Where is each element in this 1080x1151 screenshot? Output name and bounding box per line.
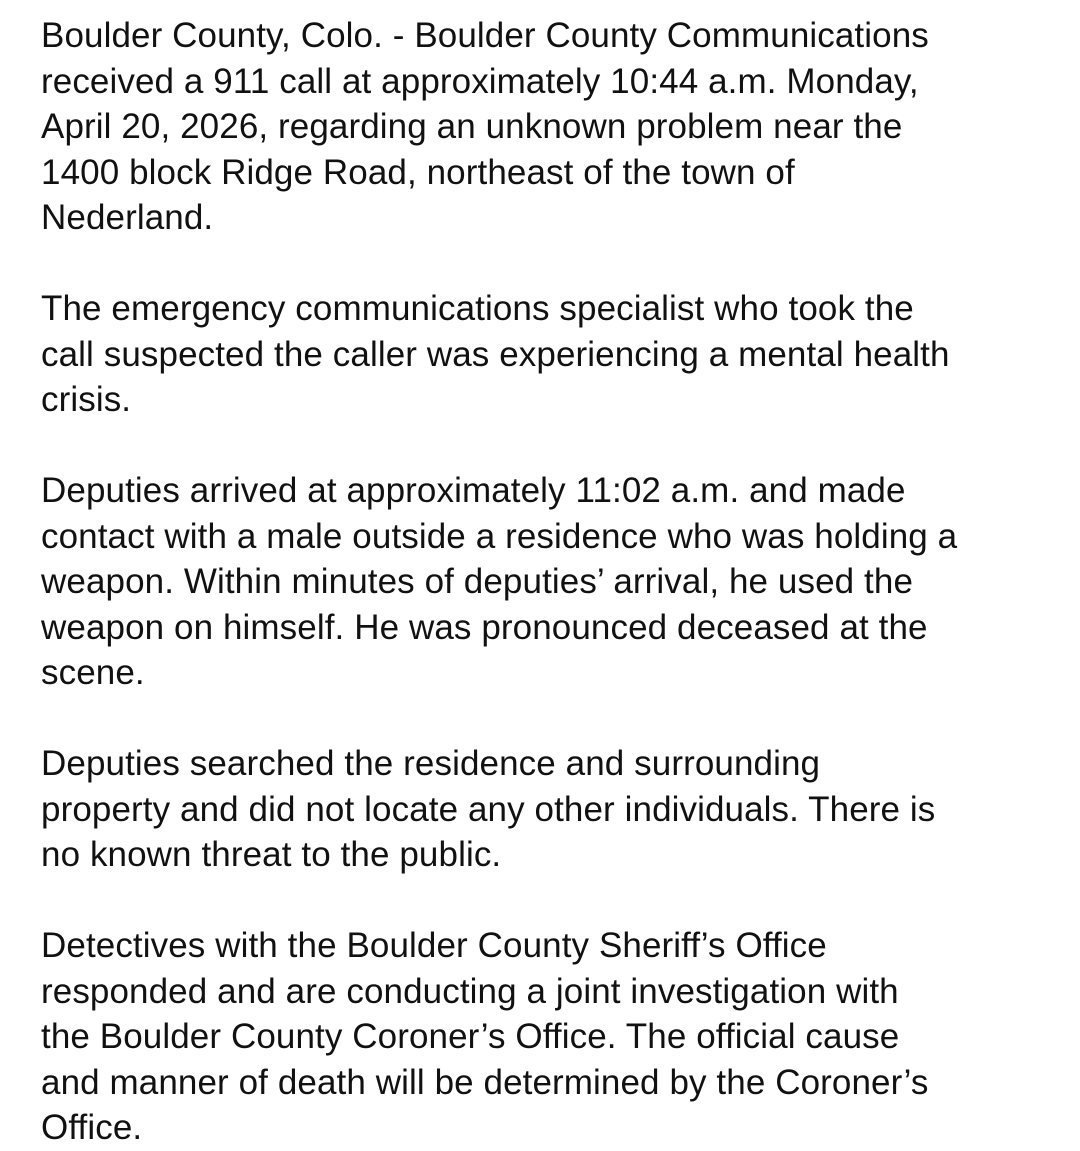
text-line: Boulder County, Colo. - Boulder County Communications xyxy=(41,16,929,55)
text-line: 1400 block Ridge Road, northeast of the town of xyxy=(41,152,795,192)
paragraph-mental-health xyxy=(41,286,1071,423)
text-line: no known threat to the public. xyxy=(41,835,502,874)
paragraph-spacer xyxy=(41,423,1071,469)
text-line: call suspected the caller was experiencing a mental health xyxy=(41,334,950,374)
paragraph-spacer xyxy=(41,241,1071,287)
text-line: scene. xyxy=(41,653,145,692)
paragraph-incident-call xyxy=(41,13,1071,241)
news-post-body xyxy=(41,13,1071,1151)
text-line: Office. xyxy=(41,1108,143,1147)
text-line: contact with a male outside a residence who was holding a xyxy=(41,516,958,556)
text-line: property and did not locate any other individuals. There is xyxy=(41,789,936,829)
text-line: Deputies arrived at approximately 11:02 a.m. and made xyxy=(41,471,906,510)
text-line: Deputies searched the residence and surrounding xyxy=(41,744,821,783)
text-line: the Boulder County Coroner’s Office. The official cause xyxy=(41,1017,900,1056)
paragraph-residence-search xyxy=(41,741,1071,878)
text-line: Nederland. xyxy=(41,198,214,237)
text-line: The emergency communications specialist who took the xyxy=(41,289,914,328)
paragraph-deputies-arrival xyxy=(41,468,1071,696)
text-line: received a 911 call at approximately 10:44 a.m. Monday, xyxy=(41,61,919,101)
text-line: Detectives with the Boulder County Sheriff’s Office xyxy=(41,926,827,965)
text-line: April 20, 2026, regarding an unknown problem near the xyxy=(41,107,903,146)
text-line: weapon. Within minutes of deputies’ arrival, he used the xyxy=(41,562,914,601)
paragraph-spacer xyxy=(41,878,1071,924)
text-line: and manner of death will be determined by the Coroner’s xyxy=(41,1062,929,1102)
paragraph-spacer xyxy=(41,696,1071,742)
text-line: weapon on himself. He was pronounced deceased at the xyxy=(41,607,928,647)
text-line: crisis. xyxy=(41,380,132,419)
paragraph-investigation xyxy=(41,923,1071,1151)
text-line: responded and are conducting a joint investigation with xyxy=(41,971,899,1011)
